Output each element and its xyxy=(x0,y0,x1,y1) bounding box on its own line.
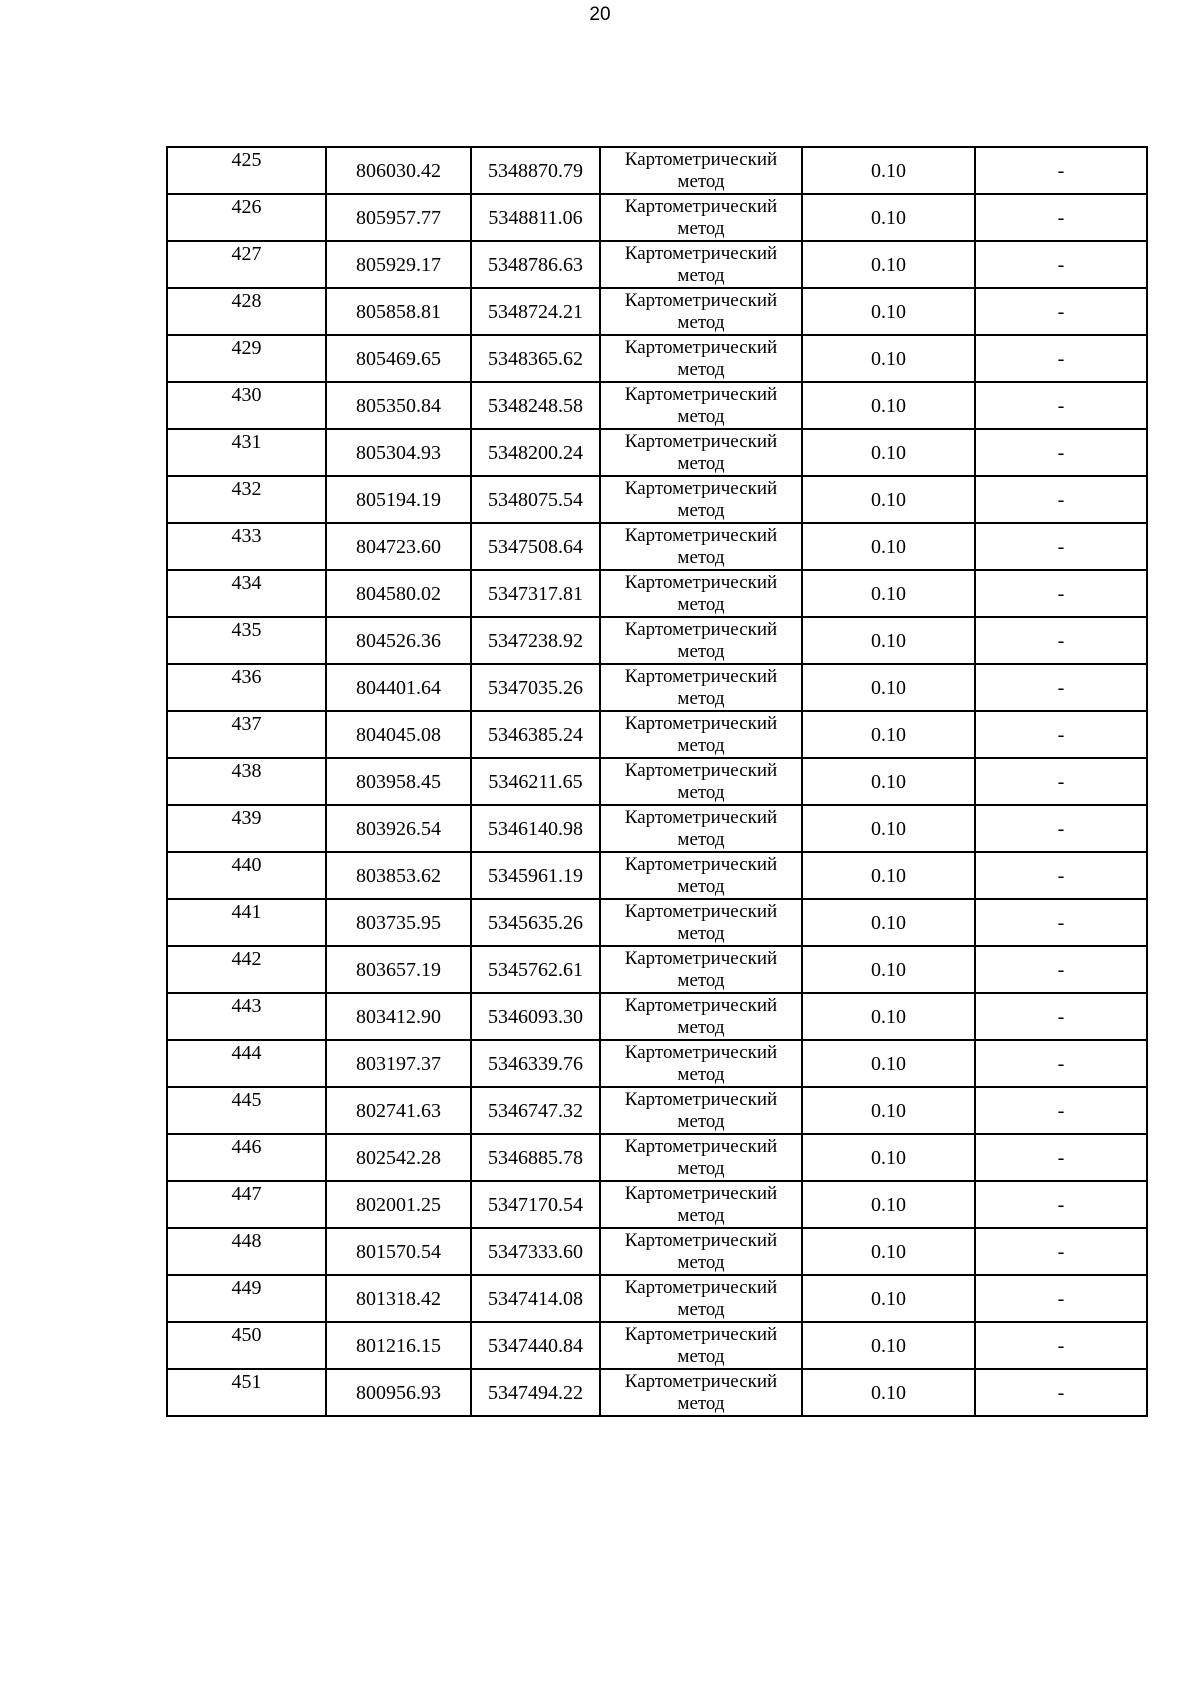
precision-cell: 0.10 xyxy=(802,805,975,852)
x-coordinate-cell: 804526.36 xyxy=(326,617,471,664)
y-coordinate-cell: 5348811.06 xyxy=(471,194,600,241)
note-cell: - xyxy=(975,147,1147,194)
x-coordinate-cell: 805350.84 xyxy=(326,382,471,429)
method-line-1: Картометрический xyxy=(624,1229,778,1251)
table-row xyxy=(167,711,1147,758)
point-number-cell: 431 xyxy=(167,429,326,476)
y-coordinate-cell: 5346747.32 xyxy=(471,1087,600,1134)
table-row xyxy=(167,335,1147,382)
table-row xyxy=(167,523,1147,570)
point-number-cell: 443 xyxy=(167,993,326,1040)
method-cell xyxy=(600,946,802,993)
precision-cell: 0.10 xyxy=(802,993,975,1040)
point-number-cell: 436 xyxy=(167,664,326,711)
point-number-cell: 445 xyxy=(167,1087,326,1134)
method-line-1: Картометрический xyxy=(624,618,778,640)
method-cell xyxy=(600,382,802,429)
method-line-2: метод xyxy=(677,922,725,944)
method-cell xyxy=(600,852,802,899)
method-line-2: метод xyxy=(677,358,725,380)
x-coordinate-cell: 804723.60 xyxy=(326,523,471,570)
point-number-cell: 450 xyxy=(167,1322,326,1369)
point-number-cell: 428 xyxy=(167,288,326,335)
method-line-1: Картометрический xyxy=(624,947,778,969)
table-row xyxy=(167,852,1147,899)
method-cell xyxy=(600,664,802,711)
x-coordinate-cell: 802542.28 xyxy=(326,1134,471,1181)
method-cell xyxy=(600,147,802,194)
point-number-cell: 442 xyxy=(167,946,326,993)
note-cell: - xyxy=(975,1275,1147,1322)
method-line-1: Картометрический xyxy=(624,477,778,499)
note-cell: - xyxy=(975,335,1147,382)
method-line-2: метод xyxy=(677,781,725,803)
precision-cell: 0.10 xyxy=(802,1322,975,1369)
precision-cell: 0.10 xyxy=(802,429,975,476)
y-coordinate-cell: 5346140.98 xyxy=(471,805,600,852)
x-coordinate-cell: 805304.93 xyxy=(326,429,471,476)
method-line-1: Картометрический xyxy=(624,383,778,405)
method-cell xyxy=(600,523,802,570)
precision-cell: 0.10 xyxy=(802,288,975,335)
point-number-cell: 448 xyxy=(167,1228,326,1275)
table-row xyxy=(167,1228,1147,1275)
method-cell xyxy=(600,758,802,805)
precision-cell: 0.10 xyxy=(802,523,975,570)
y-coordinate-cell: 5347170.54 xyxy=(471,1181,600,1228)
method-line-2: метод xyxy=(677,1063,725,1085)
x-coordinate-cell: 804580.02 xyxy=(326,570,471,617)
method-cell xyxy=(600,288,802,335)
point-number-cell: 440 xyxy=(167,852,326,899)
precision-cell: 0.10 xyxy=(802,899,975,946)
method-line-1: Картометрический xyxy=(624,1370,778,1392)
note-cell: - xyxy=(975,852,1147,899)
x-coordinate-cell: 804045.08 xyxy=(326,711,471,758)
method-line-2: метод xyxy=(677,311,725,333)
method-cell xyxy=(600,617,802,664)
note-cell: - xyxy=(975,899,1147,946)
method-line-1: Картометрический xyxy=(624,336,778,358)
method-line-2: метод xyxy=(677,1251,725,1273)
y-coordinate-cell: 5346385.24 xyxy=(471,711,600,758)
method-line-2: метод xyxy=(677,546,725,568)
precision-cell: 0.10 xyxy=(802,617,975,664)
x-coordinate-cell: 803735.95 xyxy=(326,899,471,946)
note-cell: - xyxy=(975,664,1147,711)
point-number-cell: 449 xyxy=(167,1275,326,1322)
method-line-2: метод xyxy=(677,969,725,991)
precision-cell: 0.10 xyxy=(802,476,975,523)
y-coordinate-cell: 5346211.65 xyxy=(471,758,600,805)
precision-cell: 0.10 xyxy=(802,1228,975,1275)
x-coordinate-cell: 805858.81 xyxy=(326,288,471,335)
method-line-1: Картометрический xyxy=(624,524,778,546)
note-cell: - xyxy=(975,523,1147,570)
note-cell: - xyxy=(975,1181,1147,1228)
x-coordinate-cell: 803197.37 xyxy=(326,1040,471,1087)
point-number-cell: 433 xyxy=(167,523,326,570)
precision-cell: 0.10 xyxy=(802,335,975,382)
method-line-1: Картометрический xyxy=(624,806,778,828)
table-row xyxy=(167,1040,1147,1087)
method-line-1: Картометрический xyxy=(624,1323,778,1345)
method-cell xyxy=(600,1181,802,1228)
y-coordinate-cell: 5347333.60 xyxy=(471,1228,600,1275)
y-coordinate-cell: 5347508.64 xyxy=(471,523,600,570)
table-row xyxy=(167,1369,1147,1416)
point-number-cell: 425 xyxy=(167,147,326,194)
x-coordinate-cell: 803412.90 xyxy=(326,993,471,1040)
point-number-cell: 430 xyxy=(167,382,326,429)
note-cell: - xyxy=(975,476,1147,523)
table-row xyxy=(167,241,1147,288)
table-row xyxy=(167,899,1147,946)
precision-cell: 0.10 xyxy=(802,1275,975,1322)
precision-cell: 0.10 xyxy=(802,1369,975,1416)
x-coordinate-cell: 801570.54 xyxy=(326,1228,471,1275)
note-cell: - xyxy=(975,570,1147,617)
x-coordinate-cell: 803958.45 xyxy=(326,758,471,805)
precision-cell: 0.10 xyxy=(802,1040,975,1087)
method-cell xyxy=(600,194,802,241)
table-row xyxy=(167,1134,1147,1181)
table-row xyxy=(167,805,1147,852)
point-number-cell: 441 xyxy=(167,899,326,946)
x-coordinate-cell: 803853.62 xyxy=(326,852,471,899)
point-number-cell: 447 xyxy=(167,1181,326,1228)
method-line-1: Картометрический xyxy=(624,1182,778,1204)
table-row xyxy=(167,288,1147,335)
x-coordinate-cell: 802741.63 xyxy=(326,1087,471,1134)
method-cell xyxy=(600,1228,802,1275)
method-line-2: метод xyxy=(677,1204,725,1226)
precision-cell: 0.10 xyxy=(802,147,975,194)
method-line-2: метод xyxy=(677,640,725,662)
method-cell xyxy=(600,1040,802,1087)
note-cell: - xyxy=(975,1134,1147,1181)
precision-cell: 0.10 xyxy=(802,1181,975,1228)
precision-cell: 0.10 xyxy=(802,711,975,758)
table-row xyxy=(167,1087,1147,1134)
precision-cell: 0.10 xyxy=(802,664,975,711)
method-line-2: метод xyxy=(677,452,725,474)
method-cell xyxy=(600,1087,802,1134)
method-line-2: метод xyxy=(677,217,725,239)
method-line-2: метод xyxy=(677,1298,725,1320)
precision-cell: 0.10 xyxy=(802,382,975,429)
method-line-1: Картометрический xyxy=(624,430,778,452)
y-coordinate-cell: 5346093.30 xyxy=(471,993,600,1040)
table-row xyxy=(167,147,1147,194)
table-row xyxy=(167,946,1147,993)
y-coordinate-cell: 5348248.58 xyxy=(471,382,600,429)
method-line-1: Картометрический xyxy=(624,759,778,781)
method-line-2: метод xyxy=(677,1110,725,1132)
table-row xyxy=(167,1322,1147,1369)
note-cell: - xyxy=(975,805,1147,852)
coordinates-table xyxy=(166,146,1148,1417)
method-cell xyxy=(600,993,802,1040)
note-cell: - xyxy=(975,194,1147,241)
y-coordinate-cell: 5345961.19 xyxy=(471,852,600,899)
method-cell xyxy=(600,1369,802,1416)
table-body xyxy=(167,147,1147,1416)
method-line-1: Картометрический xyxy=(624,1041,778,1063)
precision-cell: 0.10 xyxy=(802,852,975,899)
method-line-2: метод xyxy=(677,170,725,192)
table-row xyxy=(167,664,1147,711)
point-number-cell: 451 xyxy=(167,1369,326,1416)
y-coordinate-cell: 5348075.54 xyxy=(471,476,600,523)
method-cell xyxy=(600,335,802,382)
method-cell xyxy=(600,899,802,946)
x-coordinate-cell: 804401.64 xyxy=(326,664,471,711)
point-number-cell: 437 xyxy=(167,711,326,758)
table-row xyxy=(167,194,1147,241)
note-cell: - xyxy=(975,617,1147,664)
method-cell xyxy=(600,1275,802,1322)
x-coordinate-cell: 805194.19 xyxy=(326,476,471,523)
method-line-1: Картометрический xyxy=(624,994,778,1016)
method-line-2: метод xyxy=(677,1016,725,1038)
point-number-cell: 427 xyxy=(167,241,326,288)
note-cell: - xyxy=(975,1087,1147,1134)
method-line-2: метод xyxy=(677,405,725,427)
x-coordinate-cell: 803657.19 xyxy=(326,946,471,993)
table-row xyxy=(167,617,1147,664)
x-coordinate-cell: 806030.42 xyxy=(326,147,471,194)
x-coordinate-cell: 801216.15 xyxy=(326,1322,471,1369)
y-coordinate-cell: 5347035.26 xyxy=(471,664,600,711)
note-cell: - xyxy=(975,758,1147,805)
y-coordinate-cell: 5347440.84 xyxy=(471,1322,600,1369)
method-line-1: Картометрический xyxy=(624,853,778,875)
note-cell: - xyxy=(975,1040,1147,1087)
x-coordinate-cell: 805929.17 xyxy=(326,241,471,288)
y-coordinate-cell: 5348786.63 xyxy=(471,241,600,288)
table-row xyxy=(167,1275,1147,1322)
point-number-cell: 439 xyxy=(167,805,326,852)
point-number-cell: 444 xyxy=(167,1040,326,1087)
x-coordinate-cell: 805469.65 xyxy=(326,335,471,382)
y-coordinate-cell: 5347317.81 xyxy=(471,570,600,617)
precision-cell: 0.10 xyxy=(802,946,975,993)
method-cell xyxy=(600,429,802,476)
method-line-1: Картометрический xyxy=(624,665,778,687)
note-cell: - xyxy=(975,1369,1147,1416)
x-coordinate-cell: 802001.25 xyxy=(326,1181,471,1228)
table-row xyxy=(167,429,1147,476)
precision-cell: 0.10 xyxy=(802,1134,975,1181)
precision-cell: 0.10 xyxy=(802,241,975,288)
method-cell xyxy=(600,476,802,523)
precision-cell: 0.10 xyxy=(802,1087,975,1134)
note-cell: - xyxy=(975,382,1147,429)
note-cell: - xyxy=(975,429,1147,476)
note-cell: - xyxy=(975,1322,1147,1369)
table-row xyxy=(167,758,1147,805)
method-line-1: Картометрический xyxy=(624,1088,778,1110)
x-coordinate-cell: 805957.77 xyxy=(326,194,471,241)
method-line-1: Картометрический xyxy=(624,1135,778,1157)
y-coordinate-cell: 5346885.78 xyxy=(471,1134,600,1181)
note-cell: - xyxy=(975,241,1147,288)
y-coordinate-cell: 5347414.08 xyxy=(471,1275,600,1322)
y-coordinate-cell: 5345762.61 xyxy=(471,946,600,993)
method-cell xyxy=(600,1134,802,1181)
note-cell: - xyxy=(975,711,1147,758)
x-coordinate-cell: 803926.54 xyxy=(326,805,471,852)
y-coordinate-cell: 5348870.79 xyxy=(471,147,600,194)
point-number-cell: 434 xyxy=(167,570,326,617)
y-coordinate-cell: 5348365.62 xyxy=(471,335,600,382)
method-line-2: метод xyxy=(677,1345,725,1367)
x-coordinate-cell: 800956.93 xyxy=(326,1369,471,1416)
table-row xyxy=(167,476,1147,523)
precision-cell: 0.10 xyxy=(802,570,975,617)
method-line-2: метод xyxy=(677,264,725,286)
point-number-cell: 446 xyxy=(167,1134,326,1181)
table-row xyxy=(167,993,1147,1040)
method-line-2: метод xyxy=(677,499,725,521)
point-number-cell: 435 xyxy=(167,617,326,664)
precision-cell: 0.10 xyxy=(802,758,975,805)
x-coordinate-cell: 801318.42 xyxy=(326,1275,471,1322)
y-coordinate-cell: 5348724.21 xyxy=(471,288,600,335)
method-line-1: Картометрический xyxy=(624,242,778,264)
method-line-1: Картометрический xyxy=(624,571,778,593)
method-line-2: метод xyxy=(677,1392,725,1414)
note-cell: - xyxy=(975,946,1147,993)
point-number-cell: 429 xyxy=(167,335,326,382)
table-row xyxy=(167,1181,1147,1228)
note-cell: - xyxy=(975,288,1147,335)
y-coordinate-cell: 5348200.24 xyxy=(471,429,600,476)
method-line-2: метод xyxy=(677,593,725,615)
table-row xyxy=(167,382,1147,429)
method-line-1: Картометрический xyxy=(624,712,778,734)
method-cell xyxy=(600,570,802,617)
table-row xyxy=(167,570,1147,617)
method-cell xyxy=(600,241,802,288)
method-line-2: метод xyxy=(677,734,725,756)
method-line-2: метод xyxy=(677,875,725,897)
point-number-cell: 432 xyxy=(167,476,326,523)
y-coordinate-cell: 5347494.22 xyxy=(471,1369,600,1416)
method-cell xyxy=(600,805,802,852)
y-coordinate-cell: 5346339.76 xyxy=(471,1040,600,1087)
method-cell xyxy=(600,1322,802,1369)
method-line-1: Картометрический xyxy=(624,148,778,170)
method-line-1: Картометрический xyxy=(624,195,778,217)
method-line-2: метод xyxy=(677,828,725,850)
point-number-cell: 426 xyxy=(167,194,326,241)
method-line-1: Картометрический xyxy=(624,289,778,311)
y-coordinate-cell: 5345635.26 xyxy=(471,899,600,946)
method-line-2: метод xyxy=(677,1157,725,1179)
method-line-2: метод xyxy=(677,687,725,709)
point-number-cell: 438 xyxy=(167,758,326,805)
precision-cell: 0.10 xyxy=(802,194,975,241)
note-cell: - xyxy=(975,993,1147,1040)
method-line-1: Картометрический xyxy=(624,1276,778,1298)
page-number: 20 xyxy=(589,4,611,25)
method-cell xyxy=(600,711,802,758)
y-coordinate-cell: 5347238.92 xyxy=(471,617,600,664)
note-cell: - xyxy=(975,1228,1147,1275)
method-line-1: Картометрический xyxy=(624,900,778,922)
